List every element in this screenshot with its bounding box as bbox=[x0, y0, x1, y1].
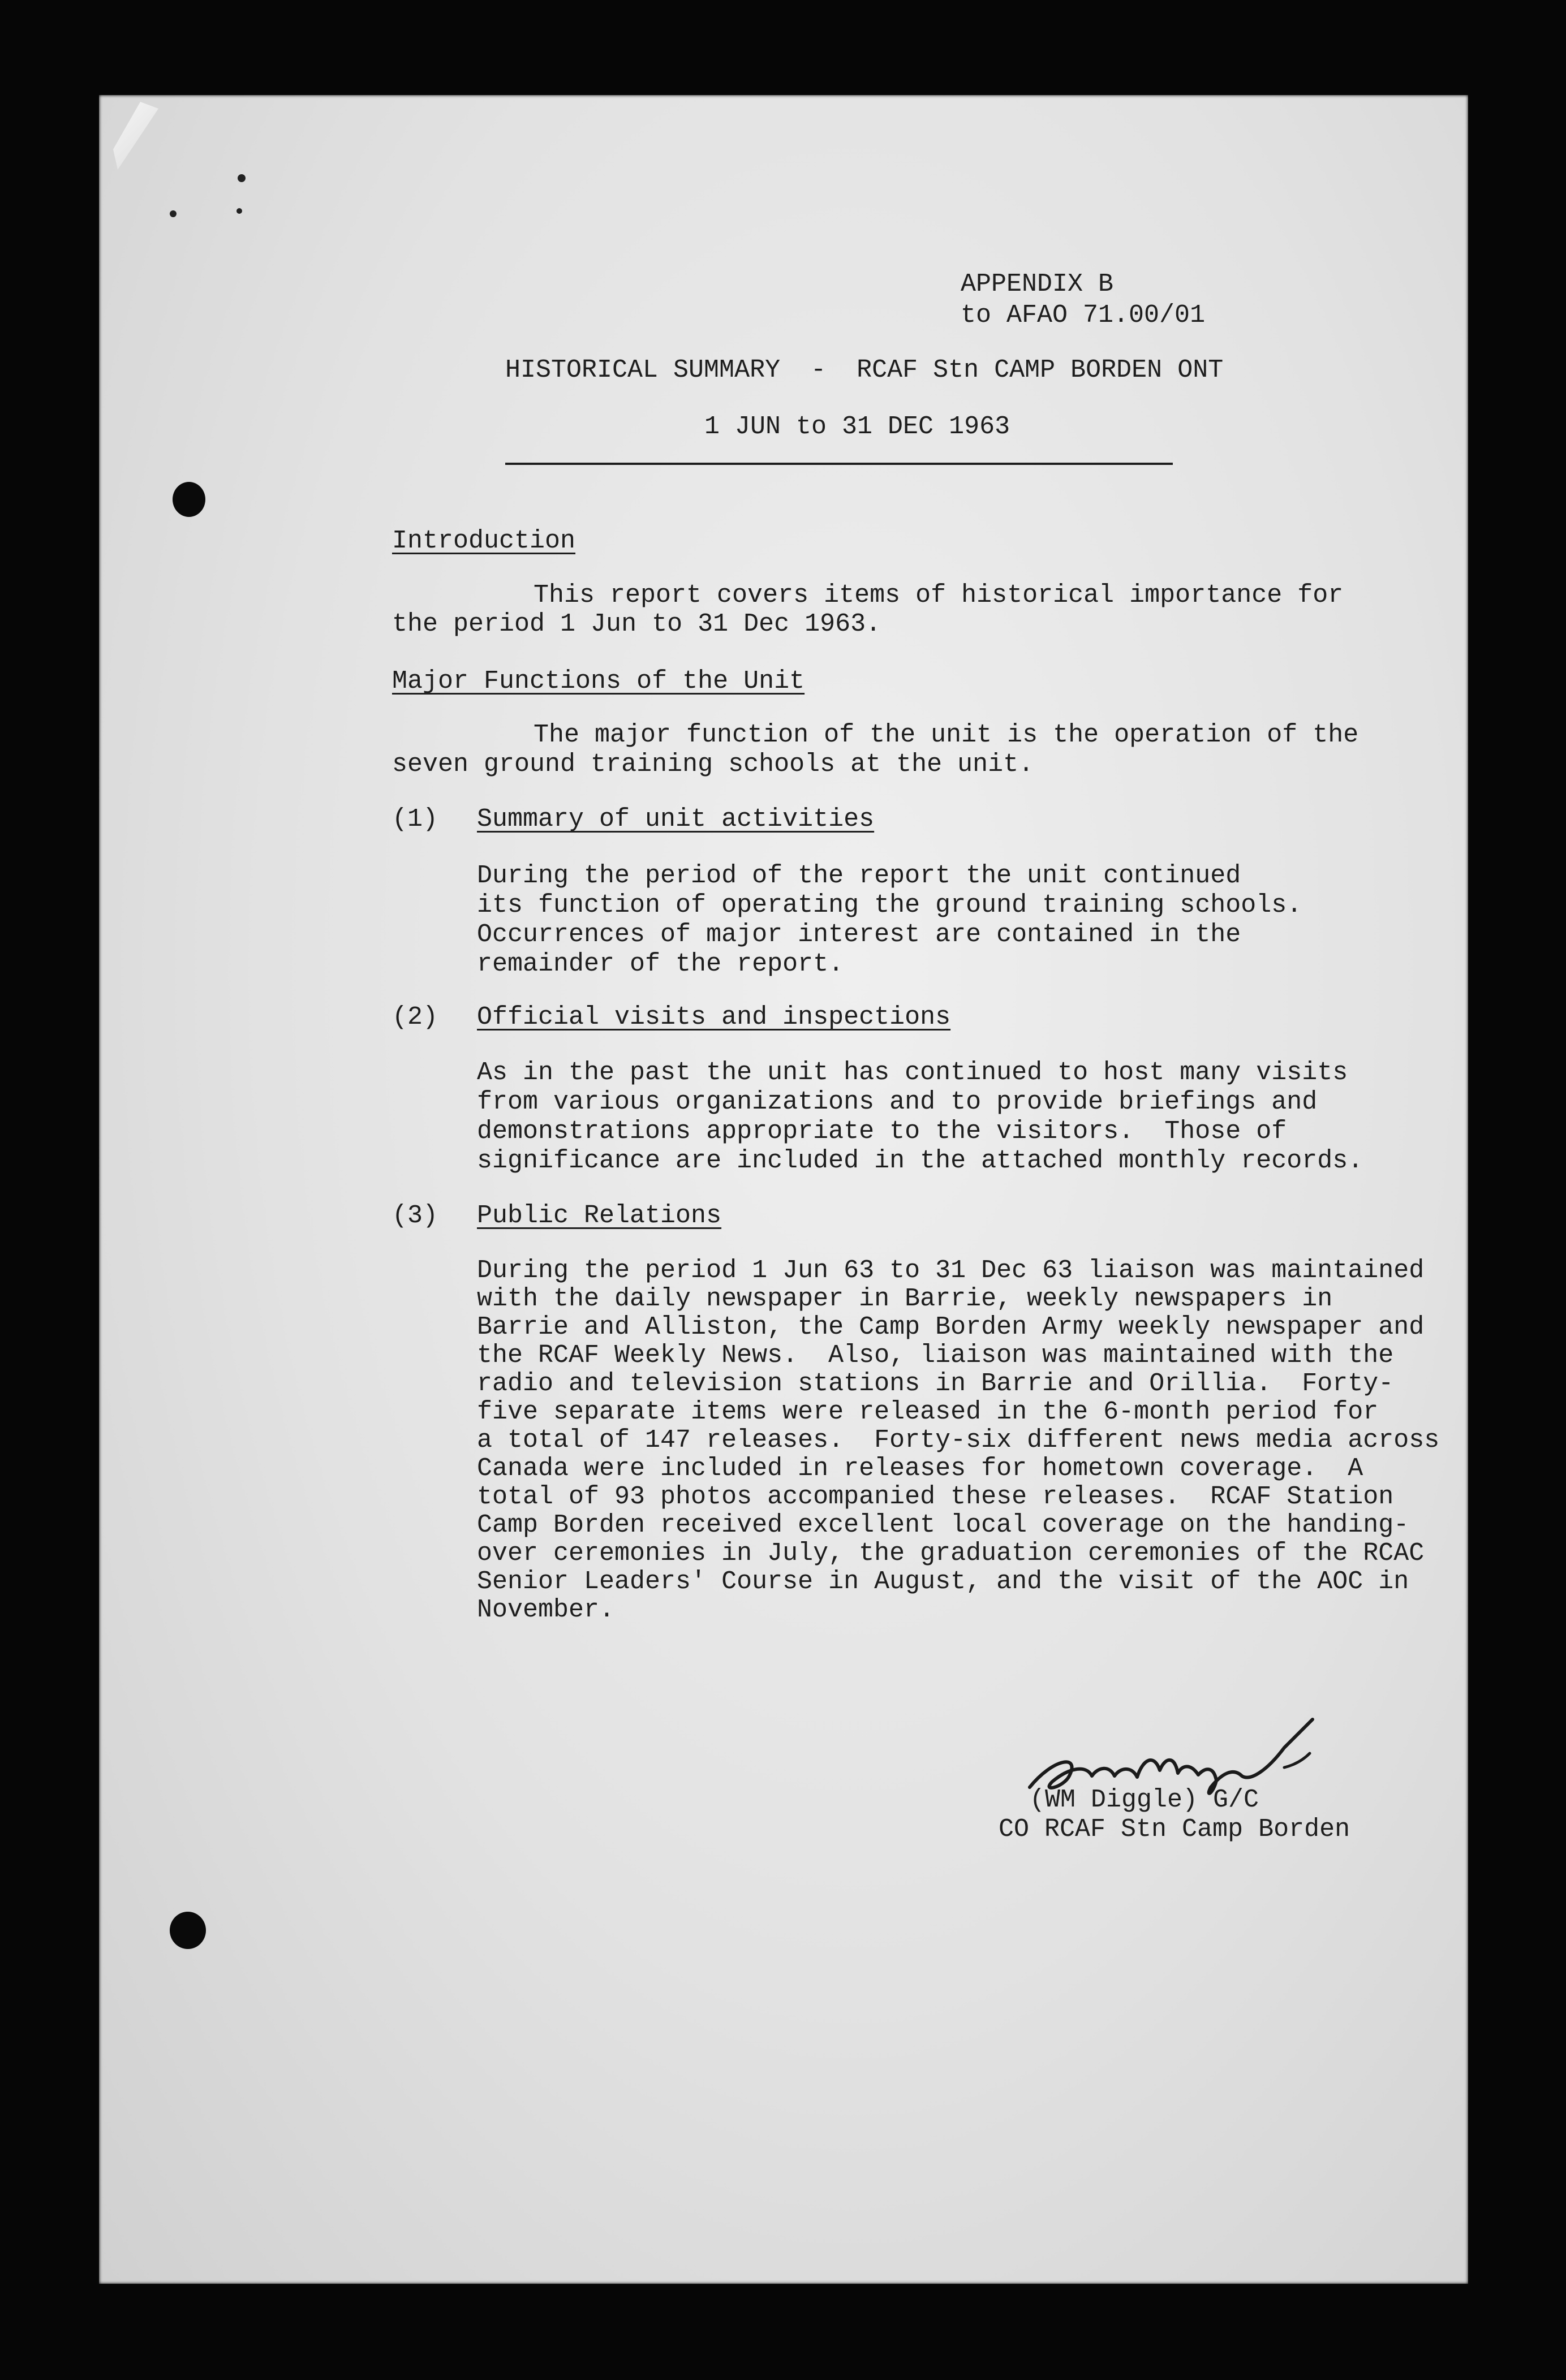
section-line: over ceremonies in July, the graduation ceremonies of the RCAC bbox=[477, 1539, 1425, 1568]
major-functions-line: seven ground training schools at the unit. bbox=[392, 750, 1034, 779]
section-line: Camp Borden received excellent local coverage on the handing- bbox=[477, 1511, 1409, 1540]
speck bbox=[170, 210, 177, 217]
section-line: a total of 147 releases. Forty-six different news media across bbox=[477, 1426, 1440, 1455]
section-line: Senior Leaders' Course in August, and the visit of the AOC in bbox=[477, 1567, 1409, 1596]
report-period: 1 JUN to 31 DEC 1963 bbox=[704, 412, 1010, 441]
section-line: radio and television stations in Barrie and Orillia. Forty- bbox=[477, 1369, 1394, 1398]
speck bbox=[236, 208, 242, 214]
major-functions-heading: Major Functions of the Unit bbox=[392, 667, 805, 696]
document-title: HISTORICAL SUMMARY - RCAF Stn CAMP BORDEN ONT bbox=[505, 356, 1224, 385]
section-line: During the period 1 Jun 63 to 31 Dec 63 liaison was maintained bbox=[477, 1256, 1425, 1285]
speck bbox=[238, 174, 246, 182]
section-line: significance are included in the attached monthly records. bbox=[477, 1146, 1363, 1175]
section-line: Canada were included in releases for hometown coverage. A bbox=[477, 1454, 1363, 1483]
section-line: five separate items were released in the 6-month period for bbox=[477, 1398, 1379, 1426]
major-functions-line: The major function of the unit is the operation of the bbox=[534, 721, 1359, 749]
section-line: As in the past the unit has continued to host many visits bbox=[477, 1058, 1348, 1087]
introduction-line: the period 1 Jun to 31 Dec 1963. bbox=[392, 610, 881, 639]
section-line: from various organizations and to provide briefings and bbox=[477, 1088, 1318, 1116]
introduction-line: This report covers items of historical importance for bbox=[534, 581, 1344, 610]
introduction-heading: Introduction bbox=[392, 527, 576, 555]
section-number: (2) bbox=[392, 1003, 438, 1032]
section-heading: Summary of unit activities bbox=[477, 805, 875, 834]
section-number: (1) bbox=[392, 805, 438, 834]
section-line: the RCAF Weekly News. Also, liaison was maintained with the bbox=[477, 1341, 1394, 1370]
section-heading: Official visits and inspections bbox=[477, 1003, 951, 1032]
punch-hole-bottom bbox=[170, 1912, 206, 1949]
section-line: total of 93 photos accompanied these releases. RCAF Station bbox=[477, 1482, 1394, 1511]
section-line: demonstrations appropriate to the visitors. Those of bbox=[477, 1117, 1287, 1146]
section-line: Occurrences of major interest are contained in the bbox=[477, 920, 1241, 949]
section-line: remainder of the report. bbox=[477, 950, 844, 978]
section-line: with the daily newspaper in Barrie, weekly newspapers in bbox=[477, 1284, 1333, 1313]
title-rule bbox=[505, 463, 1173, 465]
signatory-name: (WM Diggle) G/C bbox=[1030, 1786, 1259, 1814]
section-line: November. bbox=[477, 1596, 615, 1624]
section-number: (3) bbox=[392, 1201, 438, 1230]
appendix-label: APPENDIX B bbox=[961, 270, 1114, 299]
appendix-reference: to AFAO 71.00/01 bbox=[961, 301, 1206, 330]
section-line: its function of operating the ground training schools. bbox=[477, 891, 1302, 920]
section-line: During the period of the report the unit continued bbox=[477, 861, 1241, 890]
punch-hole-top bbox=[173, 482, 205, 517]
section-heading: Public Relations bbox=[477, 1201, 722, 1230]
signatory-title: CO RCAF Stn Camp Borden bbox=[999, 1815, 1350, 1844]
section-line: Barrie and Alliston, the Camp Borden Army weekly newspaper and bbox=[477, 1313, 1425, 1342]
